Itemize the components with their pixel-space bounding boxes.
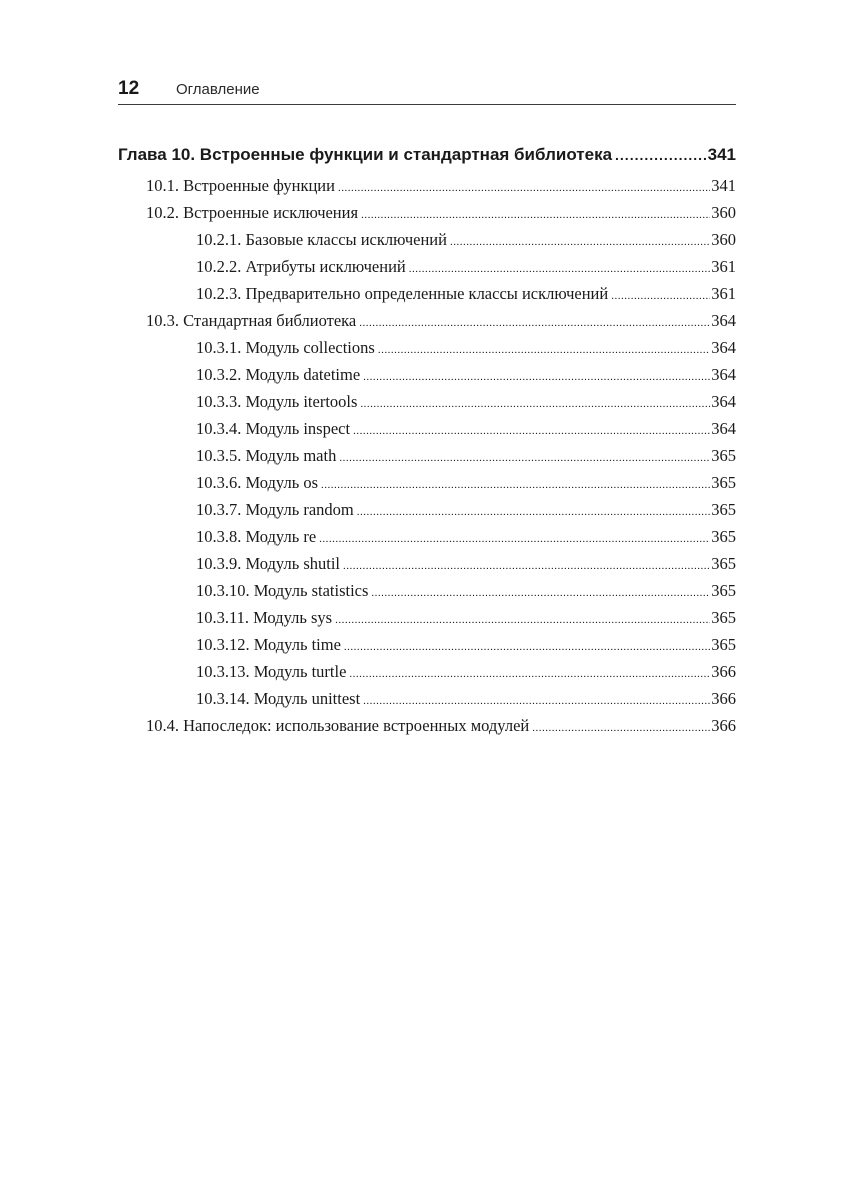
toc-entry-page: 361 (711, 257, 736, 276)
toc-entry[interactable] (118, 361, 736, 388)
toc-entry-title: 10.3.4. Модуль inspect (196, 419, 351, 438)
toc-entry-page: 360 (711, 230, 736, 249)
toc-entry-page: 364 (711, 311, 736, 330)
toc-entry[interactable] (118, 712, 736, 739)
dot-leader (409, 253, 711, 283)
dot-leader (371, 577, 710, 607)
toc-entry-page: 360 (711, 203, 736, 222)
toc-entry-page: 365 (711, 635, 736, 654)
toc-entry[interactable] (118, 496, 736, 523)
toc-entry-title: 10.3.8. Модуль re (196, 527, 317, 546)
toc-entry[interactable] (118, 523, 736, 550)
dot-leader (361, 199, 710, 229)
toc-chapter-entry[interactable] (118, 140, 736, 170)
toc-entry[interactable] (118, 199, 736, 226)
toc-entry-title: 10.3.14. Модуль unittest (196, 689, 361, 708)
dot-leader (344, 631, 710, 661)
dot-leader (339, 442, 710, 472)
dot-leader (611, 280, 710, 310)
toc-entry-page: 364 (711, 392, 736, 411)
toc-entry[interactable] (118, 172, 736, 199)
toc-entry-page: 365 (711, 581, 736, 600)
toc-entry[interactable] (118, 658, 736, 685)
dot-leader (349, 658, 710, 688)
toc-entry-page: 341 (711, 176, 736, 195)
toc-entry-title: 10.3.9. Модуль shutil (196, 554, 341, 573)
dot-leader (335, 604, 710, 634)
toc-entry[interactable] (118, 307, 736, 334)
toc-entry[interactable] (118, 226, 736, 253)
toc-entry-title: 10.3.11. Модуль sys (196, 608, 333, 627)
toc-entry-page: 361 (711, 284, 736, 303)
dot-leader (363, 361, 710, 391)
toc-entry-page: 364 (711, 365, 736, 384)
toc-entry-title: 10.3.12. Модуль time (196, 635, 341, 654)
toc-entry[interactable] (118, 550, 736, 577)
toc-entry-title: 10.3.7. Модуль random (196, 500, 354, 519)
toc-entry-page: 365 (711, 473, 736, 492)
dot-leader (359, 307, 710, 337)
toc-entry-page: 366 (711, 689, 736, 708)
toc-entry-page: 365 (711, 500, 736, 519)
header-divider (118, 104, 736, 105)
toc-entry[interactable] (118, 334, 736, 361)
toc-entry[interactable] (118, 469, 736, 496)
toc-entry-page: 364 (711, 338, 736, 357)
dot-leader (338, 172, 710, 202)
toc-entry[interactable] (118, 685, 736, 712)
toc-entry-title: 10.3.3. Модуль itertools (196, 392, 358, 411)
dot-leader (360, 388, 710, 418)
table-of-contents (118, 140, 736, 739)
toc-entry-page: 366 (711, 716, 736, 735)
toc-entry[interactable] (118, 388, 736, 415)
toc-entry-title: 10.3.13. Модуль turtle (196, 662, 347, 681)
toc-entry-title: 10.3. Стандартная библиотека (146, 311, 357, 330)
dot-leader (615, 140, 707, 170)
toc-entry-page: 364 (711, 419, 736, 438)
toc-entry[interactable] (118, 253, 736, 280)
toc-entry[interactable] (118, 604, 736, 631)
toc-entry-title: 10.2.1. Базовые классы исключений (196, 230, 447, 249)
toc-entry-title: Глава 10. Встроенные функции и стандартная библиотека (118, 145, 613, 164)
page-number: 12 (118, 78, 140, 99)
toc-entry-title: 10.3.2. Модуль datetime (196, 365, 361, 384)
toc-entry[interactable] (118, 280, 736, 307)
toc-entry[interactable] (118, 577, 736, 604)
toc-entry-title: 10.3.6. Модуль os (196, 473, 319, 492)
toc-entry[interactable] (118, 442, 736, 469)
dot-leader (363, 685, 710, 715)
dot-leader (532, 712, 710, 742)
dot-leader (319, 523, 710, 553)
dot-leader (353, 415, 710, 445)
toc-entry-page: 365 (711, 527, 736, 546)
toc-entry-page: 366 (711, 662, 736, 681)
toc-entry-title: 10.2. Встроенные исключения (146, 203, 359, 222)
toc-entry-title: 10.2.3. Предварительно определенные классы исключений (196, 284, 609, 303)
toc-entry-page: 365 (711, 608, 736, 627)
page-header (118, 78, 736, 102)
toc-entry-title: 10.3.10. Модуль statistics (196, 581, 369, 600)
dot-leader (450, 226, 710, 256)
running-title: Оглавление (176, 81, 260, 98)
toc-entry-page: 365 (711, 446, 736, 465)
toc-entry[interactable] (118, 415, 736, 442)
toc-entry-title: 10.3.1. Модуль collections (196, 338, 375, 357)
dot-leader (357, 496, 711, 526)
dot-leader (321, 469, 710, 499)
toc-entry-title: 10.3.5. Модуль math (196, 446, 337, 465)
dot-leader (343, 550, 710, 580)
toc-entry-title: 10.1. Встроенные функции (146, 176, 335, 195)
toc-entry-page: 341 (707, 145, 736, 164)
toc-entry-page: 365 (711, 554, 736, 573)
dot-leader (378, 334, 710, 364)
toc-entry-title: 10.2.2. Атрибуты исключений (196, 257, 406, 276)
toc-entry-title: 10.4. Напоследок: использование встроенных модулей (146, 716, 530, 735)
toc-entry[interactable] (118, 631, 736, 658)
